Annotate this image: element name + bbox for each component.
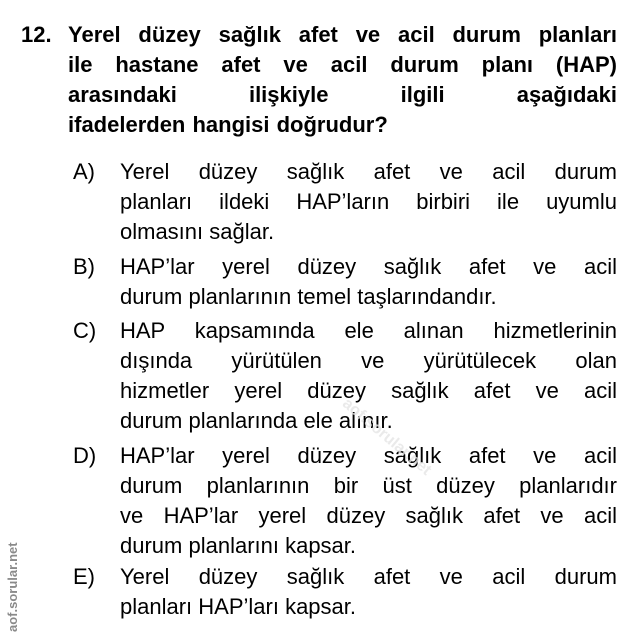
option-line: HAP’lar yerel düzey sağlık afet ve acil (120, 443, 617, 468)
watermark-diagonal: aof.sorular.net (339, 395, 435, 479)
option-line: HAP kapsamında ele alınan hizmetlerinin (120, 318, 617, 343)
option-line: planları ildeki HAP’ların birbiri ile uyumlu (120, 189, 617, 214)
option-line: durum planlarında ele alınır. (120, 408, 393, 433)
option-line: Yerel düzey sağlık afet ve acil durum (120, 159, 617, 184)
option-text (120, 562, 617, 622)
question-stem-line: arasındaki ilişkiyle ilgili aşağıdaki (68, 82, 617, 107)
option-line: planları HAP’ları kapsar. (120, 594, 356, 619)
option-line: HAP’lar yerel düzey sağlık afet ve acil (120, 254, 617, 279)
option-line: hizmetler yerel düzey sağlık afet ve acil (120, 378, 617, 403)
option-letter: A) (73, 159, 95, 184)
question-stem-line: Yerel düzey sağlık afet ve acil durum planları (68, 22, 617, 47)
question-stem-line: ile hastane afet ve acil durum planı (HAP) (68, 52, 617, 77)
option-text (120, 252, 617, 312)
question-stem-line: ifadelerden hangisi doğrudur? (68, 112, 388, 137)
option-line: olmasını sağlar. (120, 219, 275, 244)
option-line: durum planlarını kapsar. (120, 533, 357, 558)
option-line: dışında yürütülen ve yürütülecek olan (120, 348, 617, 373)
option-letter: E) (73, 564, 95, 589)
option-line: Yerel düzey sağlık afet ve acil durum (120, 564, 617, 589)
option-letter: B) (73, 254, 95, 279)
option-text (120, 441, 617, 561)
option-line: durum planlarının temel taşlarındandır. (120, 284, 497, 309)
option-text (120, 157, 617, 247)
option-letter: D) (73, 443, 97, 468)
question-stem (68, 20, 617, 140)
option-letter: C) (73, 318, 97, 343)
option-line: durum planlarının bir üst düzey planlarıdır (120, 473, 617, 498)
watermark-side: aof.sorular.net (5, 542, 20, 632)
question-number: 12. (21, 22, 52, 47)
option-line: ve HAP’lar yerel düzey sağlık afet ve acil (120, 503, 617, 528)
